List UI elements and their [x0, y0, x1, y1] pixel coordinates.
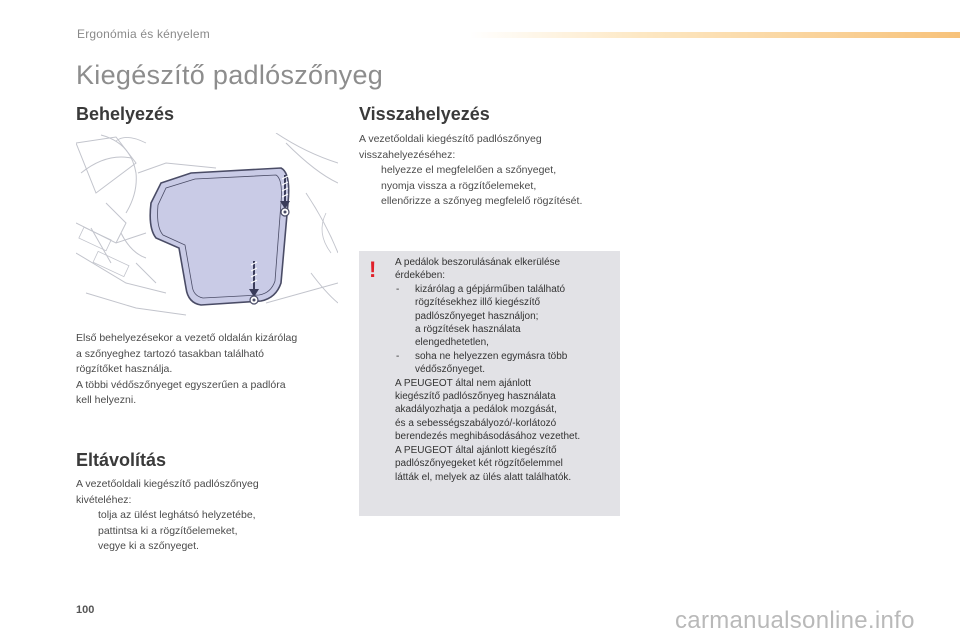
list-item — [359, 163, 639, 179]
install-line: kell helyezni. — [76, 394, 137, 406]
section-label: Ergonómia és kényelem — [77, 27, 210, 41]
removal-step: vegye ki a szőnyeget. — [98, 540, 199, 552]
warning-dash-line: a rögzítések használata — [415, 324, 521, 336]
warning-intro-line: A pedálok beszorulásának elkerülése — [395, 257, 561, 268]
refit-intro-line: visszahelyezéséhez: — [359, 148, 456, 161]
refit-heading: Visszahelyezés — [359, 104, 490, 124]
dash-bullet: - — [396, 350, 400, 362]
list-item — [76, 524, 346, 540]
warning-dash-line: soha ne helyezzen egymásra több — [415, 350, 568, 362]
warning-exclamation-icon: ! — [369, 257, 377, 282]
list-item — [395, 350, 617, 377]
list-item — [76, 539, 346, 555]
header-accent-bar — [470, 32, 960, 38]
removal-step: pattintsa ki a rögzítőelemeket, — [98, 524, 238, 537]
warning-outro-line: berendezés meghibásodásához vezethet. — [395, 431, 581, 443]
warning-dash-line: kizárólag a gépjárműben található — [415, 283, 566, 295]
removal-intro-line: A vezetőoldali kiegészítő padlószőnyeg — [76, 478, 259, 490]
warning-outro-line: látták el, melyek az ülés alatt találhatók. — [395, 471, 572, 483]
list-item — [76, 508, 346, 524]
warning-text — [395, 256, 617, 484]
warning-outro-line: és a sebességszabályozó/-korlátozó — [395, 417, 557, 429]
list-item — [395, 283, 617, 350]
refit-text — [359, 132, 639, 210]
warning-dash-line: elengedhetetlen, — [415, 337, 489, 349]
warning-intro-line: érdekében: — [395, 270, 446, 282]
refit-step: nyomja vissza a rögzítőelemeket, — [381, 179, 537, 192]
warning-outro-line: padlószőnyegeket két rögzítőelemmel — [395, 458, 563, 470]
removal-intro-line: kivételéhez: — [76, 493, 132, 506]
page-title: Kiegészítő padlószőnyeg — [76, 60, 384, 90]
install-line: a szőnyeghez tartozó tasakban található — [76, 347, 264, 360]
dash-bullet: - — [396, 283, 400, 295]
refit-bullet-list — [359, 163, 639, 210]
warning-dash-line: védőszőnyeget. — [415, 364, 486, 376]
removal-text — [76, 477, 346, 555]
list-item — [359, 194, 639, 210]
page-number: 100 — [76, 604, 95, 616]
warning-outro-line: kiegészítő padlószőnyeg használata — [395, 391, 556, 403]
refit-step: helyezze el megfelelően a szőnyeget, — [381, 164, 557, 176]
warning-outro-line: A PEUGEOT által nem ajánlott — [395, 377, 531, 389]
removal-step: tolja az ülést leghátsó helyzetébe, — [98, 509, 256, 521]
refit-intro-line: A vezetőoldali kiegészítő padlószőnyeg — [359, 133, 542, 145]
refit-step: ellenőrizze a szőnyeg megfelelő rögzítését. — [381, 195, 583, 207]
warning-box — [359, 251, 620, 516]
watermark-link[interactable]: carmanualsonline.info — [675, 607, 915, 634]
install-line: Első behelyezésekor a vezető oldalán kizárólag — [76, 332, 298, 344]
warning-dash-line: rögzítésekhez illő kiegészítő — [415, 297, 541, 309]
warning-dash-line: padlószőnyeget használjon; — [415, 310, 539, 322]
install-heading: Behelyezés — [76, 104, 175, 124]
removal-heading: Eltávolítás — [76, 450, 167, 470]
list-item — [359, 179, 639, 195]
install-line: rögzítőket használja. — [76, 363, 173, 375]
install-line: A többi védőszőnyeget egyszerűen a padlóra — [76, 378, 286, 391]
removal-bullet-list — [76, 508, 346, 555]
warning-outro-line: akadályozhatja a pedálok mozgását, — [395, 404, 557, 416]
warning-outro-line: A PEUGEOT által ajánlott kiegészítő — [395, 444, 557, 456]
install-text — [76, 331, 346, 409]
floor-mat-illustration — [76, 133, 338, 317]
